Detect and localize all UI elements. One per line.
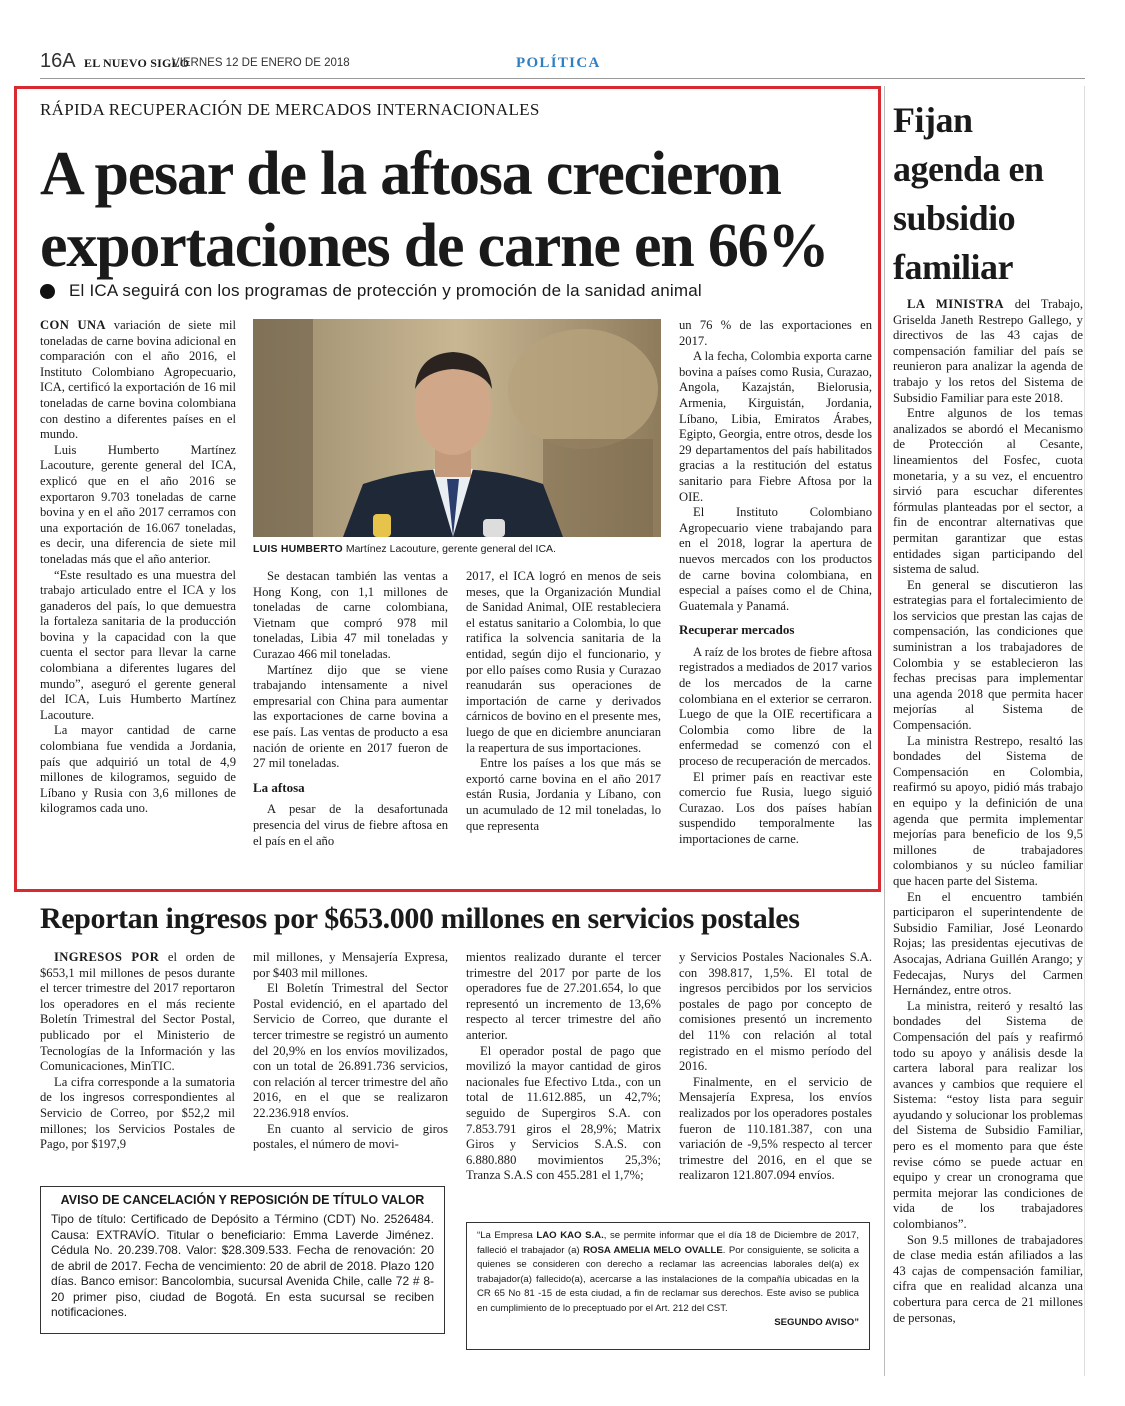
article-column [679,950,872,1184]
paragraph: En cuanto al servicio de giros postales, el número de movi- [253,1121,448,1152]
subheading: Recuperar mercados [679,622,795,638]
paragraph: A pesar de la desafortunada presencia del virus de fiebre aftosa en el país en el año [253,802,448,848]
article-column [466,569,661,834]
paragraph: A raíz de los brotes de fiebre aftosa registrados a mediados de 2017 varios de los mercados de la carne colombiana en el exterior se cerraron. Luego de que la OIE recertificara a Colombia como libre de la enfermedad se comenzó con el proceso de recuperación de mercados. [679,644,872,769]
paragraph [40,950,235,1075]
article-subhead [40,281,702,301]
lead-words: CON UNA [40,318,106,332]
paragraph: El Instituto Colombiano Agropecuario viene trabajando para en el 2018, lograr la apertura de nuevos mercados con los productos de carne bovina colombiana, en especial a países como el de China, Guatemala y Panamá. [679,505,872,613]
article-photo [253,319,661,537]
notice-body: Tipo de título: Certificado de Depósito a Término (CDT) No. 2526484. Causa: EXTRAVÍO. Titular o beneficiario: Emma Laverde Jiménez. Cédula No. 20.239.708. Valor: $28.309.533. Fecha de renovación: 20 de abril de 2017. Fecha de vencimiento: 20 de abril de 2018. Plazo 120 días. Banco emisor: Bancolombia, sucursal Avenida Chile, calle 72 # 8-20 primer piso, ciudad de Bogotá. En esta sucursal se reciben notificaciones. [51,1212,434,1319]
paragraph: Luis Humberto Martínez Lacouture, gerente general del ICA, explicó que en el año 2016 se exportaron 9.703 toneladas de carne bovina y en el año 2017 cerramos con una exportación de 16.067 toneladas, es decir, una diferencia de siete mil toneladas más que el año anterior. [40,442,236,566]
paragraph: Martínez dijo que se viene trabajando intensamente a nivel empresarial con China para aumentar las exportaciones de carne bovina a ese país. Las ventas de producto a esa nación de oriente en 2017 fueron de 27 mil toneladas. [253,662,448,771]
page-number: 16A [40,50,76,72]
paragraph: En general se discutieron las estrategias para el fortalecimiento de los servicios que prestan las cajas de compensación, las condiciones que suministran a los trabajadores de Colombia y se establecieron las fechas precisas para implementar una agenda 2018 que permita hacer mejorías al Sistema de Compensación. [893,577,1083,733]
company-name: LAO KAO S.A. [536,1230,604,1241]
legal-notice-box [40,1186,445,1334]
paragraph: En el encuentro también participaron el superintendente de Subsidio Familiar, José Leonardo Rojas; las presidentas ejecutivas de Asocajas, Adriana Guillén Arango; y Fedecajas, Nurys del Carmen Hernández, entre otros. [893,889,1083,998]
column-divider [884,86,885,1376]
worker-name: ROSA AMELIA MELO OVALLE [583,1244,723,1256]
paragraph-text: del Trabajo, Griselda Janeth Restrepo Gallego, y directivos de las 43 cajas de compensación familiar del país se reunieron para analizar la agenda de trabajo y los retos del Sistema de Subsidio Familiar para este 2018. [893,297,1083,405]
paragraph [893,297,1083,406]
article-column [253,950,448,1153]
notice-body [477,1229,859,1316]
paragraph: El Boletín Trimestral del Sector Postal evidenció, en el apartado del Servicio de Correo, que durante el tercer trimestre se registró un aumento del 20,9% en los envíos movilizados, con un total de 26.891.736 servicios, con relación al tercer trimestre del año 2016, en el que se realizaron 22.236.918 envíos. [253,981,448,1120]
article-column [679,318,872,848]
notice-text: , se permite informar que el día 18 de Diciembre de 2017, falleció el trabajador (a) [477,1230,859,1256]
article-kicker: RÁPIDA RECUPERACIÓN DE MERCADOS INTERNACIONALES [40,100,540,119]
side-column [893,297,1083,1326]
lead-words: INGRESOS POR [54,950,160,964]
notice-signature: SEGUNDO AVISO” [774,1317,859,1328]
caption-lead: LUIS HUMBERTO [253,543,343,555]
paragraph: mil millones, y Mensajería Expresa, por $403 mil millones. [253,950,448,980]
caption-text: Martínez Lacouture, gerente general del ICA. [342,543,556,555]
paragraph: Finalmente, en el servicio de Mensajería Expresa, los envíos realizados por los operadores postales fueron de 110.181.387, con una variación de -9,5% respecto al tercer trimestre del 2016, en el que se realizaron 121.807.094 envíos. [679,1074,872,1183]
article-column [40,318,236,817]
paragraph [40,318,236,443]
paragraph: La ministra, reiteró y resaltó las bondades del Sistema de Compensación del país y reafirmó todo su apoyo y análisis desde la cartera laboral para realizar los avances y cambios que requiere el Sistema: “estoy lista para seguir ayudando y solucionar los problemas del Sistema de Subsidio Familiar, pero es el momento para que éste revise cómo se puede actuar en equipo y crear un cronograma que permita mejorar las condiciones de vida de los trabajadores colombianos”. [893,998,1083,1232]
paragraph: Se destacan también las ventas a Hong Kong, con 1,1 millones de toneladas de carne colombiana, Vietnam que compró 978 mil toneladas, Libia 47 mil toneladas y Curazao 466 mil toneladas. [253,569,448,661]
headline-line: A pesar de la aftosa crecieron [40,140,781,208]
notice-text: “La Empresa [477,1230,537,1241]
headline-line: exportaciones de carne en 66% [40,212,829,280]
subheading: La aftosa [253,779,305,795]
death-notice-box [466,1222,870,1350]
newspaper-name: EL NUEVO SIGLO [84,56,190,70]
subhead-text: El ICA seguirá con los programas de protección y promoción de la sanidad animal [69,281,702,300]
lead-words: LA MINISTRA [907,297,1004,311]
paragraph: El primer país en reactivar este comercio fue Rusia, luego siguió Curazao. Los dos países habían suspendido temporalmente las importaciones de carne. [679,769,872,846]
article-column [253,569,448,849]
paragraph-text: variación de siete mil toneladas de carne bovina adicional en comparación con el año 2016, el Instituto Colombiano Agropecuario, ICA, certificó la exportación de 16 mil toneladas de carne bovina colombiana con destino a diferentes países en el mundo. [40,318,236,442]
portrait-illustration [253,319,661,537]
paragraph: 2017, el ICA logró en menos de seis meses, que la Organización Mundial de Sanidad Animal, OIE restableciera el estatus sanitario a Colombia, lo que ratifica la solvencia sanitaria de la entidad, según dijo el funcionario, y por ello países como Rusia y Curazao reanudarán sus operaciones de importación de carne y derivados cárnicos de bovino en el presente mes, luego de que en diciembre anunciaran la reapertura de sus importaciones. [466,569,661,755]
paragraph: El operador postal de pago que movilizó la mayor cantidad de giros nacionales fue Efectivo Ltda., con un total de 11.612.885, un 42,7%; seguido de Supergiros S.A. con 7.853.791 giros el 28,9%; Matrix Giros y Servicios S.A.S. con 6.880.880 movimientos 25,3%; Tranza S.A.S con 455.281 el 1,7%; [466,1043,661,1183]
notice-title: AVISO DE CANCELACIÓN Y REPOSICIÓN DE TÍTULO VALOR [60,1193,425,1207]
paragraph: Entre los países a los que más se exportó carne bovina en el año 2017 están Rusia, Jordania y Líbano, con un acumulado de 12 mil toneladas, lo que representa [466,756,661,833]
section-title: POLÍTICA [516,55,601,71]
article-headline [40,138,870,282]
paragraph: un 76 % de las exportaciones en 2017. [679,318,872,348]
paragraph: Son 9.5 millones de trabajadores de clase media están afiliados a las 43 cajas de compensación familiar, cifra que en realidad alcanza una cobertura para cerca de 21 millones de personas, [893,1232,1083,1325]
paragraph-text: el orden de $653,1 mil millones de pesos durante el tercer trimestre del 2017 reportaron los operadores en el más reciente Boletín Trimestral del Sector Postal, publicado por el Ministerio de Tecnologías de la Información y las Comunicaciones, MinTIC. [40,950,235,1074]
paragraph: La cifra corresponde a la sumatoria de los ingresos correspondientes al Servicio de Correo, por $52,2 mil millones; los Servicios Postales de Pago, por $197,9 [40,1074,235,1152]
header-rule [40,78,1085,79]
column-divider [1084,86,1085,1376]
postal-headline: Reportan ingresos por $653.000 millones en servicios postales [40,902,800,935]
side-headline: Fijan agenda en subsidio familiar [893,100,1044,287]
photo-caption [253,543,661,555]
paragraph: y Servicios Postales Nacionales S.A. con 398.817, 1,5%. El total de ingresos percibidos por los servicios postales de pago por concepto de comisiones presentó un incremento del 11% con relación al total registrado en el mismo período del 2016. [679,950,872,1074]
article-column [466,950,661,1184]
paragraph: Entre algunos de los temas analizados se abordó el Mecanismo de Protección al Cesante, lineamientos del Fosfec, cuota monetaria, y a su vez, el encuentro sirvió para escuchar diferentes fórmulas planteadas por el sector, a fin de encontrar alternativas que permitan garantizar que estas entidades sigan participando del sistema de salud. [893,406,1083,577]
paragraph: “Este resultado es una muestra del trabajo articulado entre el ICA y los ganaderos del país, lo que demuestra la fortaleza sanitaria de la producción bovina y la capacidad con la que cuenta el sector para llevar la carne colombiana a diferentes lugares del mundo”, aseguró el gerente general del ICA, Luis Humberto Martínez Lacouture. [40,567,236,722]
paragraph: La mayor cantidad de carne colombiana fue vendida a Jordania, país que adquirió un total de 4,9 millones de kilogramos, seguido de Líbano y Rusia con 3,6 millones de kilogramos cada uno. [40,723,236,816]
notice-text: . Por consiguiente, se solicita a quienes se consideren con derecho a reclamar las acreencias laborales del(a) ex trabajador(a) fallecido(a), acercarse a las instalaciones de la compañía ubicadas en la CR 65 No 81 -15 de esta ciudad, a fin de reclamar sus derechos. Este aviso se publica en cumplimiento de lo preceptuado por el Art. 212 del CST. [477,1244,859,1314]
bullet-icon [40,284,55,299]
paragraph: A la fecha, Colombia exporta carne bovina a países como Rusia, Curazao, Angola, Kazajstán, Bielorusia, Armenia, Kirguistán, Jordania, Líbano, Libia, Emiratos Árabes, Egipto, Georgia, entre otros, desde los 29 departamentos del país habilitados gracias a la restitución del estatus sanitario para Fiebre Aftosa por la OIE. [679,349,872,504]
paragraph: La ministra Restrepo, resaltó las bondades del Sistema de Compensación en Colombia, reafirmó su apoyo, pidió más trabajo en equipo y la definición de una agenda que permita implementar mejorías para beneficio de los 9,5 millones de trabajadores colombianos y su núcleo familiar que hacen parte del Sistema. [893,733,1083,888]
issue-date: VIERNES 12 DE ENERO DE 2018 [172,57,350,69]
article-column [40,950,235,1153]
paragraph: mientos realizado durante el tercer trimestre del 2017 por parte de los operadores fue de 27.201.654, lo que representó un incremento de 13,6% respecto al tercer trimestre del año anterior. [466,950,661,1042]
